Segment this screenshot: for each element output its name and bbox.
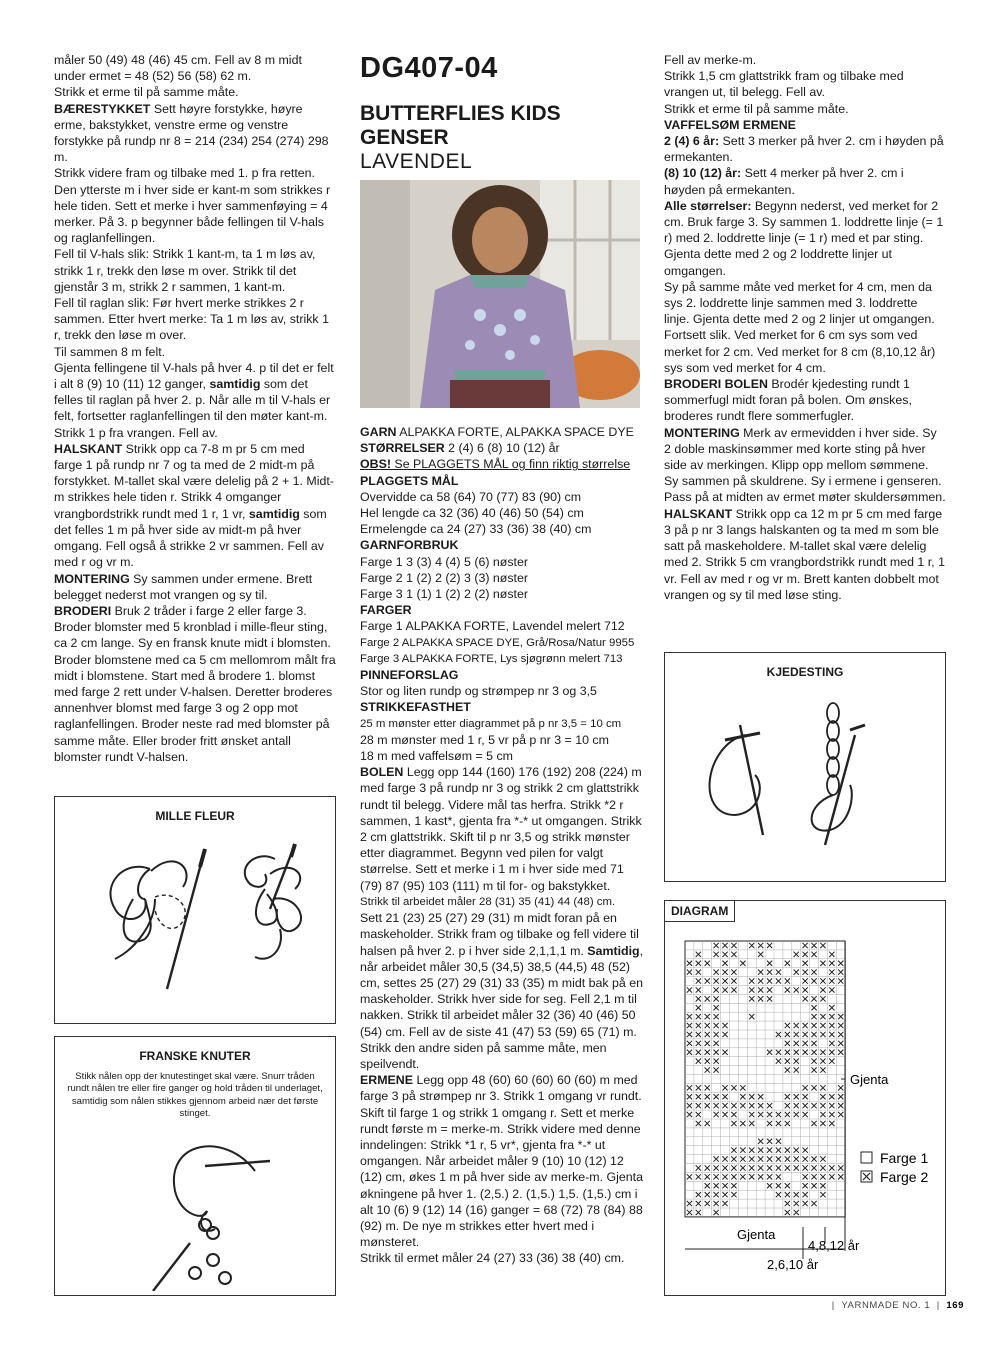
page-footer: | YARNMADE NO. 1 | 169 xyxy=(831,1300,964,1311)
montering-body: Merk av ermevidden i hver side. Sy 2 doble maskinsømmer med korte sting på hver side av merkingen. Klipp opp mellom sømmene. xyxy=(664,425,937,473)
text-fell-merke: Fell av merke-m. xyxy=(664,53,757,67)
heading-garnforbruk: GARNFORBRUK xyxy=(360,538,459,553)
column-middle xyxy=(360,52,645,1267)
heading-montering-2: MONTERING xyxy=(664,425,740,440)
vaff-1-body: Sett 3 merker på hver 2. cm i høyden på ermekanten. xyxy=(664,134,944,165)
heading-broderi-bolen: BRODERI BOLEN xyxy=(664,377,768,392)
ermene-text xyxy=(360,1072,645,1250)
footer-magazine: YARNMADE NO. 1 xyxy=(841,1300,931,1311)
vaff-1 xyxy=(664,133,946,165)
text-halskant-a: Strikk opp ca 7-8 m pr 5 cm med farge 1 på rundp nr 7 og ta med de 2 midt-m på forstykket. M-tallet skal være delelig på 2 + 1. Midt-m strikkes hele tiden r. Strikk 4 omganger vrangbordstrikk rundt med 1 r, 1 vr, xyxy=(54,441,334,521)
montering-text xyxy=(664,425,946,474)
text-montering-body: Sy sammen under ermene. Brett belegget nederst mot vrangen og sy til. xyxy=(54,571,313,602)
mille-fleur-box xyxy=(54,796,336,1024)
mal-hel-lengde: Hel lengde ca 32 (36) 40 (46) 50 (54) cm xyxy=(360,506,584,521)
bolen-body-2: Strikk til arbeidet måler 28 (31) 35 (41) 44 (48) cm. xyxy=(360,895,616,908)
storrelser-value: 2 (4) 6 (8) 10 (12) år xyxy=(444,441,560,456)
text-p1: måler 50 (49) 48 (46) 45 cm. Fell av 8 m midt under ermet = 48 (52) 56 (58) 62 m. xyxy=(54,53,302,84)
text-halskant xyxy=(54,441,336,571)
heading-montering: MONTERING xyxy=(54,571,130,586)
farger-3: Farge 3 ALPAKKA FORTE, Lys sjøgrønn melert 713 xyxy=(360,652,623,665)
fasthet-1: 25 m mønster etter diagrammet på p nr 3,5 = 10 cm xyxy=(360,717,622,730)
farger-2: Farge 2 ALPAKKA SPACE DYE, Grå/Rosa/Natur 9955 xyxy=(360,636,635,649)
text-halskant-bold: samtidig xyxy=(248,506,300,521)
mille-fleur-title: MILLE FLEUR xyxy=(155,809,235,823)
kjedesting-box xyxy=(664,652,946,882)
halskant-text xyxy=(664,506,946,603)
forbruk-farge1: Farge 1 3 (3) 4 (4) 5 (6) nøster xyxy=(360,554,529,569)
pattern-code: DG407-04 xyxy=(360,52,498,84)
forbruk-farge2: Farge 2 1 (2) 2 (2) 3 (3) nøster xyxy=(360,570,529,585)
vaff-2 xyxy=(664,165,946,197)
heading-halskant: HALSKANT xyxy=(54,441,123,456)
bolen-body-3c: , når arbeidet måler 30,5 (34,5) 38,5 (44,5) 48 (52) cm, settes 25 (27) 29 (31) 33 (35) m midt bak på en maskeholder. Strikk hver side for seg. Fell 2,1 m til nakken. Strikk til arbeidet måler 32 (36) 40 (46) 50 (54) cm. Fell av de siste 41 (47) 53 (59) 65 (71) m. Strikk den andre siden på samme måte, men speilvendt. xyxy=(360,943,644,1071)
mal-overvidde: Overvidde ca 58 (64) 70 (77) 83 (90) cm xyxy=(360,489,582,504)
size-label-2-6-10: 2,6,10 år xyxy=(767,1257,819,1272)
vaff-4: Sy på samme måte ved merket for 4 cm, men da sys 2. loddrette linje sammen med 3. loddrette linje. Gjenta dette med 2 og 2 linjer ut omgangen. xyxy=(664,279,935,327)
text-halskant-c: som det felles 1 m på hver side av midt-m på hver omgang. Fell også å strikke 2 vr sammen. Fell av med r og vr m. xyxy=(54,506,327,570)
heading-farger: FARGER xyxy=(360,603,412,618)
text-p4: Strikk videre fram og tilbake med 1. p fra retten. Den ytterste m i hver side er kant-m som strikkes r hele tiden. Sett et merke i hver sammenføying = 4 merker. På 3. p begynner både fellingen til V-hals og raglanfellingen. xyxy=(54,166,331,246)
text-glattstrikk: Strikk 1,5 cm glattstrikk fram og tilbake med vrangen ut, til belegg. Fell av. xyxy=(664,69,904,100)
gjenta-right-label: Gjenta xyxy=(850,1072,889,1087)
heading-storrelser: STØRRELSER xyxy=(360,441,445,456)
child-sweater-photo xyxy=(360,180,640,408)
diagram-box xyxy=(664,900,946,1296)
text-p7: Til sammen 8 m felt. xyxy=(54,344,166,359)
bolen-body-3-bold: Samtidig xyxy=(587,943,640,958)
text-broderi-body: Bruk 2 tråder i farge 2 eller farge 3. Broder blomster med 5 kronblad i mille-fleur sting, ca 2 cm lange. Sy en fransk knute midt i blomsten. Broder blomstene med ca 5 cm mellomrom målt fra midt i blomstene. Start med å brodere 1. blomst med farge 2 rett under V-halsen. Deretter broderes annenhver blomst med farge 3 og 2 opp mot raglanfellingen. Broder neste rad med blomster på samme måte. Eller broder fritt ønsket antall blomster rundt V-halsen. xyxy=(54,603,336,764)
bolen-body-3a: Sett 21 (23) 25 (27) 29 (31) m midt foran på en maskeholder. Strikk fram og tilbake og fell videre til halsen på hver 2. p i hver side 2,1,1,1 m. xyxy=(360,911,639,958)
heading-baerestykket: BÆRESTYKKET xyxy=(54,101,151,116)
text-montering xyxy=(54,571,336,603)
ermene-body-2: Strikk til ermet måler 24 (27) 33 (36) 38 (40) cm. xyxy=(360,1251,625,1266)
heading-plaggets-mal: PLAGGETS MÅL xyxy=(360,473,459,488)
page-number: 169 xyxy=(946,1300,964,1311)
bolen-body-1: Legg opp 144 (160) 176 (192) 208 (224) m med farge 3 på rundp nr 3 og strikk 2 cm glattstrikk rundt til belegg. Videre mål tas herfra. Strikk *2 r sammen, 1 kast*, gjenta fra *-* ut omgangen. Strikk 2 cm glattstrikk. Skift til p nr 3,5 og strikk mønster etter diagrammet. Begynn ved pilen for valgt størrelse. Sett et merke i 1 m i hver side med 71 (79) 87 (95) 103 (111) m til for- og bakstykket. xyxy=(360,765,642,893)
heading-garn: GARN xyxy=(360,425,397,439)
vaff-3 xyxy=(664,198,946,279)
diagram-title: DIAGRAM xyxy=(665,901,735,922)
vaff-2-body: Sett 4 merker på hver 2. cm i høyden på ermekanten. xyxy=(664,166,904,197)
heading-ermene: ERMENE xyxy=(360,1073,414,1088)
broderi-bolen-body: Brodér kjedesting rundt 1 sommerfugl midt foran på bolen. Om ønskes, broderes rundt flere sommerfugler. xyxy=(664,377,912,424)
ermene-body: Legg opp 48 (60) 60 (60) 60 (60) m med farge 3 på strømpep nr 3. Strikk 1 omgang vr rundt. Skift til farge 1 og strikk 1 omgang r. Sett et merke rundt første m = merke-m. Strikk videre med denne inndelingen: Strikk *1 r, 5 vr*, gjenta fra *-* ut omgangen. Når arbeidet måler 9 (10) 10 (12) 12 (12) cm, økes 1 m på hver side av merke-m. Gjenta økningene på hver 1. (2,5.) 2. (1,5.) 1,5. (1,5.) cm i alt 10 (6) 9 (12) 14 (16) ganger = 68 (72) 78 (84) 88 (92) m. De nye m strikkes etter hvert med i mønsteret. xyxy=(360,1073,644,1250)
text-p8-bold: samtidig xyxy=(209,377,261,392)
text-p5: Fell til V-hals slik: Strikk 1 kant-m, ta 1 m løs av, strikk 1 r, trekk den løse m over. Strikk til det gjenstår 3 m, strikk 2 r sammen, 1 kant-m. xyxy=(54,247,316,294)
text-erme-til: Strikk et erme til på samme måte. xyxy=(664,101,849,116)
franske-knuter-instructions: Stikk nålen opp der knutestinget skal være. Snurr tråden rundt nålen tre eller fire ganger og hold tråden til underlaget, samtidig som nålen stikkes gjennom arbeid nær det første stinget. xyxy=(67,1071,323,1120)
bolen-text-3 xyxy=(360,910,645,1072)
obs-value: Se PLAGGETS MÅL og finn riktig størrelse xyxy=(390,457,631,472)
size-label-4-8-12: 4,8,12 år xyxy=(808,1238,860,1253)
text-p8 xyxy=(54,360,336,441)
franske-knuter-box xyxy=(54,1036,336,1296)
fasthet-2: 28 m mønster med 1 r, 5 vr på p nr 3 = 10 cm xyxy=(360,732,609,747)
pattern-colorway: LAVENDEL xyxy=(360,150,473,173)
text-p2: Strikk et erme til på samme måte. xyxy=(54,85,239,100)
forbruk-farge3: Farge 3 1 (1) 1 (2) 2 (2) nøster xyxy=(360,587,529,602)
franske-knuter-illustration xyxy=(55,1121,335,1291)
vaff-2-label: (8) 10 (12) år: xyxy=(664,166,742,181)
heading-bolen: BOLEN xyxy=(360,765,404,780)
heading-pinneforslag: PINNEFORSLAG xyxy=(360,668,459,683)
montering-body-2: Sy sammen på skuldrene. Sy i ermene i genseren. Pass på at midten av ermet møter skuldersømmen. xyxy=(664,474,946,505)
franske-knuter-title: FRANSKE KNUTER xyxy=(139,1049,251,1063)
vaff-5: Fortsett slik. Ved merket for 6 cm sys som ved merket for 2 cm. Ved merket for 8 cm (8,10,12 år) sys som ved merket for 4 cm. xyxy=(664,328,936,375)
garn-value: ALPAKKA FORTE, ALPAKKA SPACE DYE xyxy=(396,425,634,439)
legend-farge1-swatch xyxy=(861,1152,872,1163)
column-left xyxy=(54,52,336,765)
fasthet-3: 18 m med vaffelsøm = 5 cm xyxy=(360,749,513,764)
kjedesting-illustration xyxy=(665,685,945,875)
garn-line xyxy=(360,424,645,440)
mille-fleur-illustration xyxy=(55,829,335,1019)
text-p8c: som det felles til raglan på hver 2. p. Når alle m til V-hals er felt, fortsetter raglanfellingen til den møter kant-m. Strikk 1 p fra vrangen. Fell av. xyxy=(54,377,331,440)
halskant-body: Strikk opp ca 12 m pr 5 cm med farge 3 på p nr 3 langs halskanten og ta med m som ble satt på maskeholdere. M-tallet skal være delelig med 2. Strikk 5 cm vrangbordstrikk rundt med 1 r, 1 vr. Fell av med r og vr m. Brett kanten dobbelt mot vrangen og sy til med løse sting. xyxy=(664,506,945,602)
gjenta-bottom-label: Gjenta xyxy=(737,1227,776,1242)
broderi-bolen xyxy=(664,376,946,425)
farger-1: Farge 1 ALPAKKA FORTE, Lavendel melert 712 xyxy=(360,619,625,634)
text-baerestykket xyxy=(54,101,336,166)
storrelser-line xyxy=(360,440,645,456)
vaff-3-body: Begynn nederst, ved merket for 2 cm. Bruk farge 3. Sy sammen 1. loddrette linje (= 1 r) med 2. loddrette linje (= 1 r) med et par sting. Gjenta dette med 2 og 2 loddrette linjer ut omgangen. xyxy=(664,198,944,278)
text-broderi xyxy=(54,603,336,765)
pattern-title: BUTTERFLIES KIDS GENSER xyxy=(360,102,561,149)
knitting-chart xyxy=(665,931,945,1291)
vaff-3-label: Alle størrelser: xyxy=(664,198,752,213)
kjedesting-title: KJEDESTING xyxy=(766,665,844,679)
heading-vaffelsom: VAFFELSØM ERMENE xyxy=(664,117,796,132)
obs-line xyxy=(360,456,645,472)
heading-halskant-2: HALSKANT xyxy=(664,506,733,521)
text-baerestykket-body: Sett høyre forstykke, høyre erme, bakstykket, venstre erme og venstre forstykke på rundp nr 8 = 214 (234) 254 (274) 298 m. xyxy=(54,101,329,165)
mal-ermelengde: Ermelengde ca 24 (27) 33 (36) 38 (40) cm xyxy=(360,522,592,537)
heading-broderi: BRODERI xyxy=(54,603,112,618)
photo-illustration xyxy=(360,180,640,408)
legend-farge1-label: Farge 1 xyxy=(880,1150,929,1166)
column-right xyxy=(664,52,946,603)
pinneforslag-value: Stor og liten rundp og strømpep nr 3 og 3,5 xyxy=(360,684,597,699)
bolen-text xyxy=(360,764,645,894)
legend-farge2-label: Farge 2 xyxy=(880,1169,929,1185)
heading-obs: OBS! xyxy=(360,457,391,472)
heading-strikkefasthet: STRIKKEFASTHET xyxy=(360,700,471,715)
text-p6: Fell til raglan slik: Før hvert merke strikkes 2 r sammen. Etter hvert merke: Ta 1 m løs av, strikk 1 r, trekk den løse m over. xyxy=(54,296,329,343)
text-p8a: Gjenta fellingene til V-hals på hver 4. p til det er felt i alt 8 (9) 10 (11) 12 ganger, xyxy=(54,360,334,392)
vaff-1-label: 2 (4) 6 år: xyxy=(664,134,720,149)
